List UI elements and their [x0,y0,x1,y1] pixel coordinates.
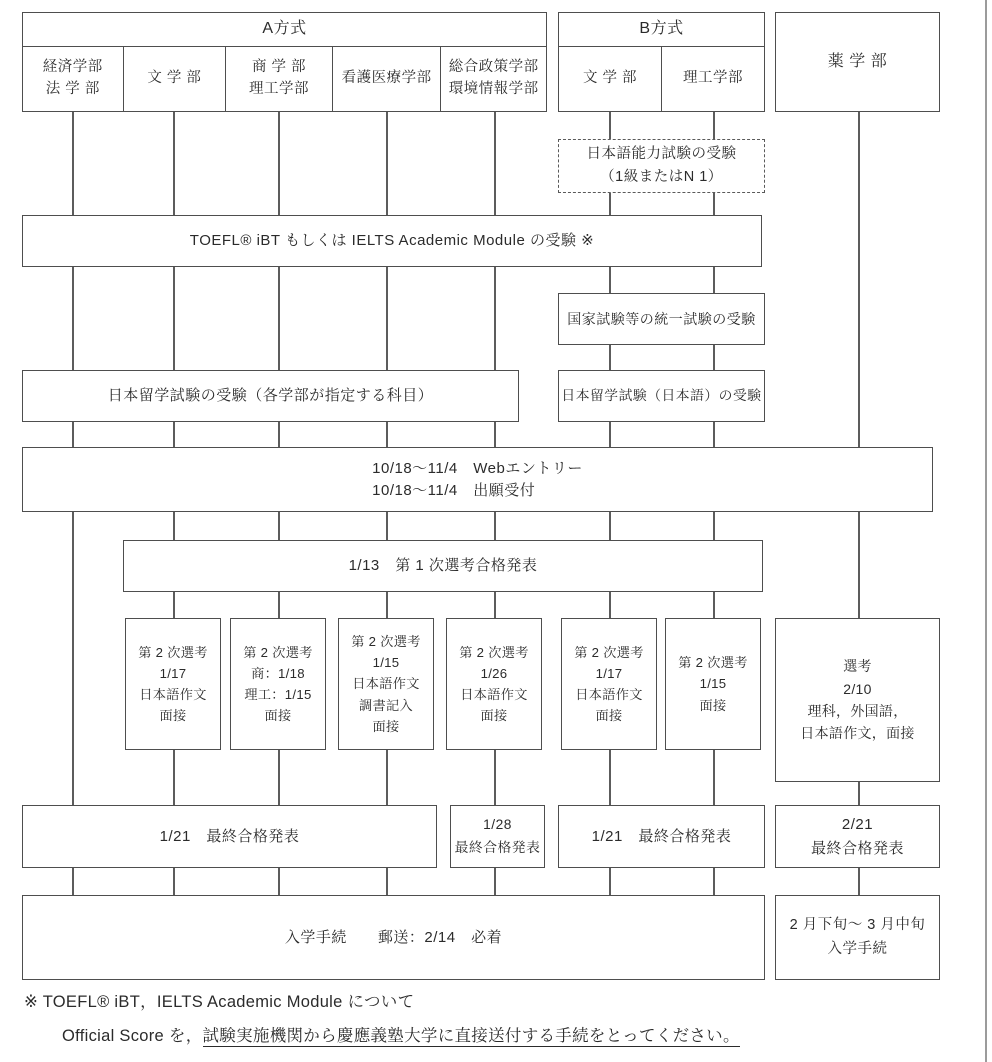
footnote-line2-underlined: 試験実施機関から慶應義塾大学に直接送付する手続をとってください。 [202,1027,740,1045]
faculty-cell-econ-law [23,47,123,111]
connector-line [386,868,388,895]
final-result-sfc [450,805,545,868]
snd-line: 第 2 次選考 [351,634,421,650]
snd-line: 1/26 [480,665,508,681]
connector-line [609,193,611,215]
snd-line: 第 2 次選考 [459,644,529,660]
step-national-exam: 国家試験等の統一試験の受験 [558,293,765,345]
connector-line [494,750,496,805]
snd-line: 面接 [480,708,508,724]
connector-line [713,750,715,805]
connector-line [278,592,280,618]
snd-line: 面接 [159,708,187,724]
connector-line [173,112,175,215]
connector-line [72,868,74,895]
faculty-name: 文 学 部 [147,70,202,87]
snd-line: 商：1/18 [251,665,305,681]
second-round-policy-env [446,618,542,750]
step-eju-a: 日本留学試験の受験（各学部が指定する科目） [22,370,519,422]
faculty-cell-b-letters [559,47,661,111]
snd-line: 日本語作文，面接 [800,725,915,742]
connector-line [278,750,280,805]
snd-line: 日本語作文 [460,687,528,702]
footnote-line2 [62,1022,740,1046]
method-a-group [22,12,547,112]
snd-line: 調書記入 [359,697,413,713]
connector-line [173,267,175,370]
faculty-name: 総合政策学部 [448,59,539,76]
connector-line [173,592,175,618]
second-round-letters [125,618,221,750]
final-result-b: 1/21 最終合格発表 [558,805,765,868]
connector-line [494,512,496,540]
connector-line [858,512,860,618]
footnote-line1: ※ TOEFL® iBT，IELTS Academic Module について [24,993,415,1011]
connector-line [713,512,715,540]
snd-line: 日本語作文 [352,676,420,692]
snd-line: 1/17 [595,665,623,681]
connector-line [713,193,715,215]
snd-line: 1/15 [699,676,727,692]
second-round-commerce-sci [230,618,326,750]
footnote-line2-prefix: Official Score を， [62,1027,203,1045]
second-round-nursing [338,618,434,750]
connector-line [609,345,611,370]
faculty-name: 環境情報学部 [448,81,539,97]
connector-line [609,868,611,895]
faculty-cell-letters [123,47,226,111]
method-a-title: A方式 [23,13,546,47]
step-toefl-ielts: TOEFL® iBT もしくは IELTS Academic Module の受験 ※ [22,215,762,267]
step-first-result: 1/13 第 1 次選考合格発表 [123,540,763,592]
connector-line [713,868,715,895]
connector-line [609,112,611,139]
step-jlpt [558,139,765,193]
snd-line: 1/17 [159,665,187,681]
second-round-b-scitech [665,618,761,750]
connector-line [386,112,388,215]
connector-line [278,267,280,370]
connector-line [858,782,860,805]
page-edge-line [985,0,987,1062]
faculty-cell-commerce-sci [225,47,332,111]
connector-line [609,512,611,540]
connector-line [278,512,280,540]
final-result-line: 2/21 [841,815,874,833]
procedure-line: 入学手続 [827,940,888,957]
connector-line [173,868,175,895]
snd-line: 第 2 次選考 [678,655,748,671]
faculty-name: 看護医療学部 [341,70,432,87]
procedure-line: 2 月下旬～ 3 月中旬 [789,917,926,934]
snd-line: 面接 [699,697,727,713]
snd-line: 日本語作文 [575,687,643,702]
final-result-a: 1/21 最終合格発表 [22,805,437,868]
faculty-name: 経済学部 [42,59,103,76]
connector-line [713,592,715,618]
connector-line [173,422,175,447]
second-round-b-letters [561,618,657,750]
faculty-name: 法 学 部 [45,81,100,97]
final-result-pharmacy [775,805,940,868]
snd-line: 日本語作文 [139,687,207,702]
connector-line [386,592,388,618]
faculty-name: 理工学部 [683,70,743,87]
faculty-name: 理工学部 [249,81,310,97]
snd-line: 理工：1/15 [244,687,312,702]
connector-line [609,267,611,293]
connector-line [72,112,74,215]
connector-line [494,592,496,618]
connector-line [72,267,74,370]
web-entry-line2: 10/18～11/4 出願受付 [372,481,536,499]
step-jlpt-line2: （1級またはN 1） [600,169,723,185]
snd-line: 面接 [264,708,292,724]
connector-line [858,112,860,447]
connector-line [72,512,74,805]
step-web-entry [22,447,933,512]
enrollment-procedure: 入学手続 郵送：2/14 必着 [22,895,765,980]
second-round-pharmacy [775,618,940,782]
connector-line [494,422,496,447]
final-result-line: 最終合格発表 [454,839,541,855]
method-a-faculties [23,47,546,111]
faculty-name: 文 学 部 [582,70,638,87]
connector-line [494,112,496,215]
connector-line [858,868,860,895]
connector-line [386,750,388,805]
enrollment-procedure-pharmacy [775,895,940,980]
step-eju-b: 日本留学試験（日本語）の受験 [558,370,765,422]
connector-line [72,422,74,447]
connector-line [713,422,715,447]
snd-line: 2/10 [843,680,872,697]
connector-line [494,868,496,895]
connector-line [494,267,496,370]
connector-line [278,422,280,447]
snd-line: 理科，外国語， [807,703,908,719]
connector-line [609,750,611,805]
connector-line [386,422,388,447]
faculty-cell-b-scitech [661,47,764,111]
snd-line: 選考 [843,658,872,675]
connector-line [386,512,388,540]
connector-line [173,750,175,805]
snd-line: 第 2 次選考 [574,644,644,660]
web-entry-line1: 10/18～11/4 Webエントリー [372,459,583,477]
connector-line [713,267,715,293]
snd-line: 第 2 次選考 [138,644,208,660]
snd-line: 面接 [372,718,400,734]
method-b-title: B方式 [559,13,764,47]
faculty-name: 商 学 部 [251,59,307,76]
step-jlpt-line1: 日本語能力試験の受験 [586,145,737,162]
snd-line: 面接 [595,708,623,724]
connector-line [609,592,611,618]
method-b-faculties [559,47,764,111]
method-b-group [558,12,765,112]
snd-line: 第 2 次選考 [243,644,313,660]
faculty-cell-nursing [332,47,441,111]
final-result-line: 最終合格発表 [810,839,904,857]
connector-line [386,267,388,370]
final-result-line: 1/28 [483,817,512,833]
connector-line [278,868,280,895]
snd-line: 1/15 [372,655,400,671]
faculty-cell-pharmacy: 薬 学 部 [775,12,940,112]
connector-line [713,112,715,139]
connector-line [713,345,715,370]
faculty-cell-policy-env [440,47,546,111]
connector-line [609,422,611,447]
connector-line [278,112,280,215]
connector-line [173,512,175,540]
